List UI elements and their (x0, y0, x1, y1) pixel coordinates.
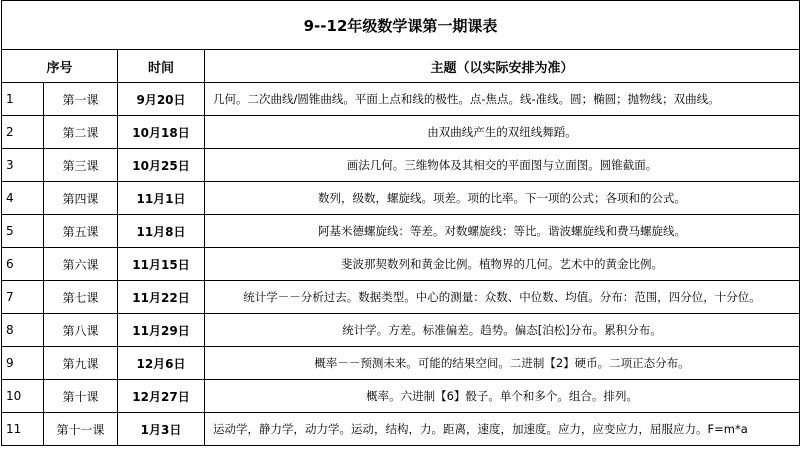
header-row (2, 50, 800, 83)
row-topic: 斐波那契数列和黄金比例。植物界的几何。艺术中的黄金比例。 (205, 248, 800, 281)
row-index: 5 (2, 215, 44, 248)
row-lesson: 第九课 (44, 347, 118, 380)
row-topic: 概率。六进制【6】骰子。单个和多个。组合。排列。 (205, 380, 800, 413)
row-index: 7 (2, 281, 44, 314)
row-index: 9 (2, 347, 44, 380)
row-topic: 运动学，静力学，动力学。运动，结构，力。距离，速度，加速度。应力，应变应力，屈服应力。F=m*a (205, 413, 800, 446)
row-index: 11 (2, 413, 44, 446)
row-index: 1 (2, 83, 44, 116)
row-lesson: 第二课 (44, 116, 118, 149)
row-lesson: 第八课 (44, 314, 118, 347)
row-date: 1月3日 (118, 413, 205, 446)
row-lesson: 第五课 (44, 215, 118, 248)
table-row (2, 281, 800, 314)
table-row (2, 413, 800, 446)
row-date: 10月25日 (118, 149, 205, 182)
row-topic: 概率－－预测未来。可能的结果空间。二进制【2】硬币。二项正态分布。 (205, 347, 800, 380)
table-row (2, 83, 800, 116)
table-row (2, 380, 800, 413)
table-row (2, 347, 800, 380)
row-date: 11月29日 (118, 314, 205, 347)
row-lesson: 第六课 (44, 248, 118, 281)
header-time: 时间 (118, 50, 205, 83)
row-date: 11月8日 (118, 215, 205, 248)
row-lesson: 第四课 (44, 182, 118, 215)
row-lesson: 第一课 (44, 83, 118, 116)
table-row (2, 116, 800, 149)
header-index: 序号 (2, 50, 118, 83)
row-topic: 由双曲线产生的双纽线舞蹈。 (205, 116, 800, 149)
row-date: 11月15日 (118, 248, 205, 281)
table-row (2, 149, 800, 182)
title-row (2, 1, 800, 50)
row-date: 12月27日 (118, 380, 205, 413)
row-topic: 几何。二次曲线/圆锥曲线。平面上点和线的极性。点-焦点。线-准线。圆；椭圆；抛物线；双曲线。 (205, 83, 800, 116)
table-row (2, 182, 800, 215)
row-topic: 画法几何。三维物体及其相交的平面图与立面图。圆锥截面。 (205, 149, 800, 182)
row-lesson: 第十一课 (44, 413, 118, 446)
row-topic: 阿基米德螺旋线：等差。对数螺旋线：等比。谐波螺旋线和费马螺旋线。 (205, 215, 800, 248)
row-date: 11月22日 (118, 281, 205, 314)
row-topic: 数列，级数，螺旋线。项差。项的比率。下一项的公式；各项和的公式。 (205, 182, 800, 215)
row-index: 2 (2, 116, 44, 149)
row-lesson: 第十课 (44, 380, 118, 413)
row-date: 9月20日 (118, 83, 205, 116)
row-lesson: 第七课 (44, 281, 118, 314)
schedule-table (1, 0, 800, 446)
row-date: 10月18日 (118, 116, 205, 149)
row-index: 4 (2, 182, 44, 215)
header-topic: 主题（以实际安排为准） (205, 50, 800, 83)
row-index: 3 (2, 149, 44, 182)
table-row (2, 248, 800, 281)
row-lesson: 第三课 (44, 149, 118, 182)
row-index: 6 (2, 248, 44, 281)
row-date: 11月1日 (118, 182, 205, 215)
row-date: 12月6日 (118, 347, 205, 380)
table-title: 9--12年级数学课第一期课表 (2, 1, 800, 50)
table-row (2, 215, 800, 248)
row-index: 8 (2, 314, 44, 347)
row-topic: 统计学－－分析过去。数据类型。中心的测量：众数、中位数、均值。分布：范围，四分位，十分位。 (205, 281, 800, 314)
row-index: 10 (2, 380, 44, 413)
row-topic: 统计学。方差。标准偏差。趋势。偏态[泊松]分布。累积分布。 (205, 314, 800, 347)
table-row (2, 314, 800, 347)
